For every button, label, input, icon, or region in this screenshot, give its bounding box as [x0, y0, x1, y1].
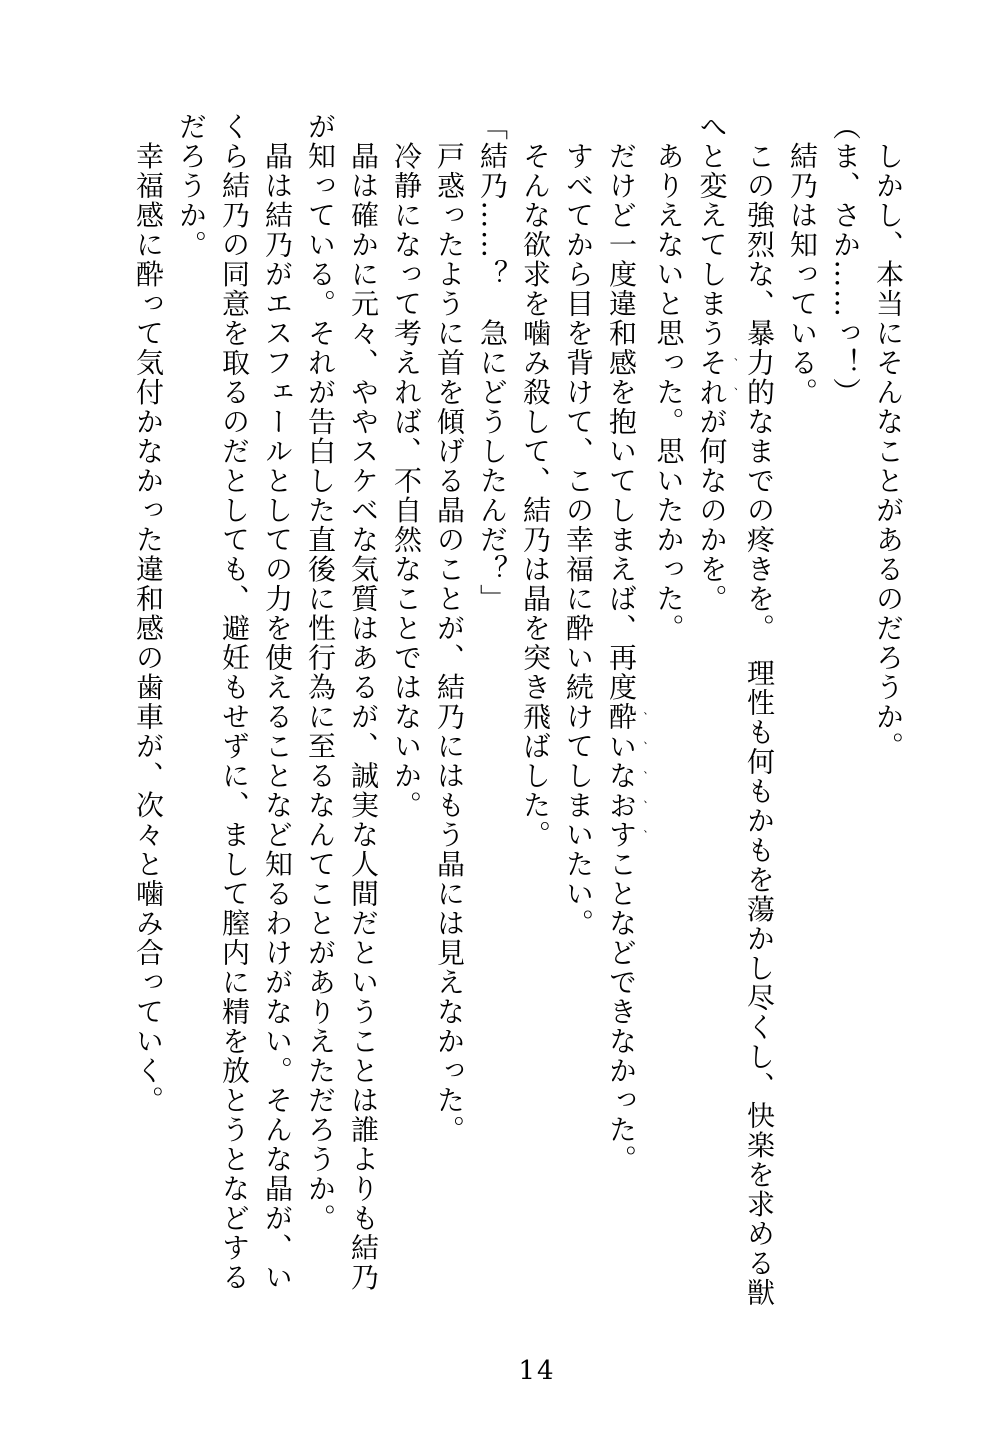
emphasis-char: そ、: [695, 348, 739, 378]
emphasis-char: 酔、: [605, 702, 648, 732]
page-number: 14: [518, 1356, 556, 1386]
text-column: [385, 112, 428, 1392]
text-run: すべてから目を背けて、この幸福に酔い続けてしまいたい。: [562, 112, 595, 938]
text-run: が何なのかを。: [695, 407, 729, 614]
text-run: そんな欲求を噛み殺して、結乃は晶を突き飛ばした。: [519, 112, 552, 850]
text-column: [648, 112, 691, 1392]
text-run: 冷静になって考えれば、不自然なことではないか。: [390, 112, 423, 820]
text-run: この強烈な、暴力的なまでの疼きを。 理性も何もかもを蕩かし尽くし、快楽を求める獣: [743, 112, 776, 1308]
emphasis-char: す、: [605, 820, 648, 850]
text-column: [471, 112, 514, 1392]
text-column: [738, 112, 781, 1392]
emphasis-char: な、: [605, 761, 648, 791]
text-column: [557, 112, 600, 1392]
text-column: [691, 112, 739, 1392]
text-run: （ま、さか……っ！）: [829, 112, 862, 407]
text-run: 晶は確かに元々、ややスケベな気質はあるが、誠実な人間だということは誰よりも結乃: [347, 112, 380, 1292]
text-run: 晶は結乃がエスフェールとしての力を使えることなど知るわけがない。そんな晶が、い: [261, 112, 294, 1292]
text-column: [824, 112, 867, 1392]
text-column: [170, 112, 213, 1392]
text-column: [342, 112, 385, 1392]
text-column: [600, 112, 648, 1392]
text-column: [256, 112, 299, 1392]
text-run: 戸惑ったように首を傾げる晶のことが、結乃にはもう晶には見えなかった。: [433, 112, 466, 1145]
text-run: だろうか。: [175, 112, 208, 260]
text-run: が知っている。それが告白した直後に性行為に至るなんてことがありえただろうか。: [304, 112, 337, 1233]
text-column: [514, 112, 557, 1392]
text-column: [428, 112, 471, 1392]
text-column: [127, 112, 170, 1392]
text-run: 「結乃……？ 急にどうしたんだ？」: [476, 112, 509, 614]
text-column: [781, 112, 824, 1392]
text-column: [213, 112, 256, 1392]
emphasis-char: お、: [605, 790, 648, 820]
text-column: [299, 112, 342, 1392]
text-run: へと変えてしまう: [695, 112, 729, 348]
text-run: くら結乃の同意を取るのだとしても、避妊もせずに、まして膣内に精を放とうとなどする: [218, 112, 251, 1292]
text-column: [867, 112, 910, 1392]
emphasis-char: い、: [605, 731, 648, 761]
text-run: ありえないと思った。思いたかった。: [652, 112, 686, 643]
text-run: だけど一度違和感を抱いてしまえば、再度: [605, 112, 638, 702]
text-run: 幸福感に酔って気付かなかった違和感の歯車が、次々と噛み合っていく。: [132, 112, 165, 1115]
text-run: 結乃は知っている。: [786, 112, 819, 407]
emphasis-char: れ、: [695, 377, 739, 407]
text-run: しかし、本当にそんなことがあるのだろうか。: [872, 112, 905, 761]
text-run: ことなどできなかった。: [605, 849, 638, 1174]
text-block: [124, 112, 910, 1392]
